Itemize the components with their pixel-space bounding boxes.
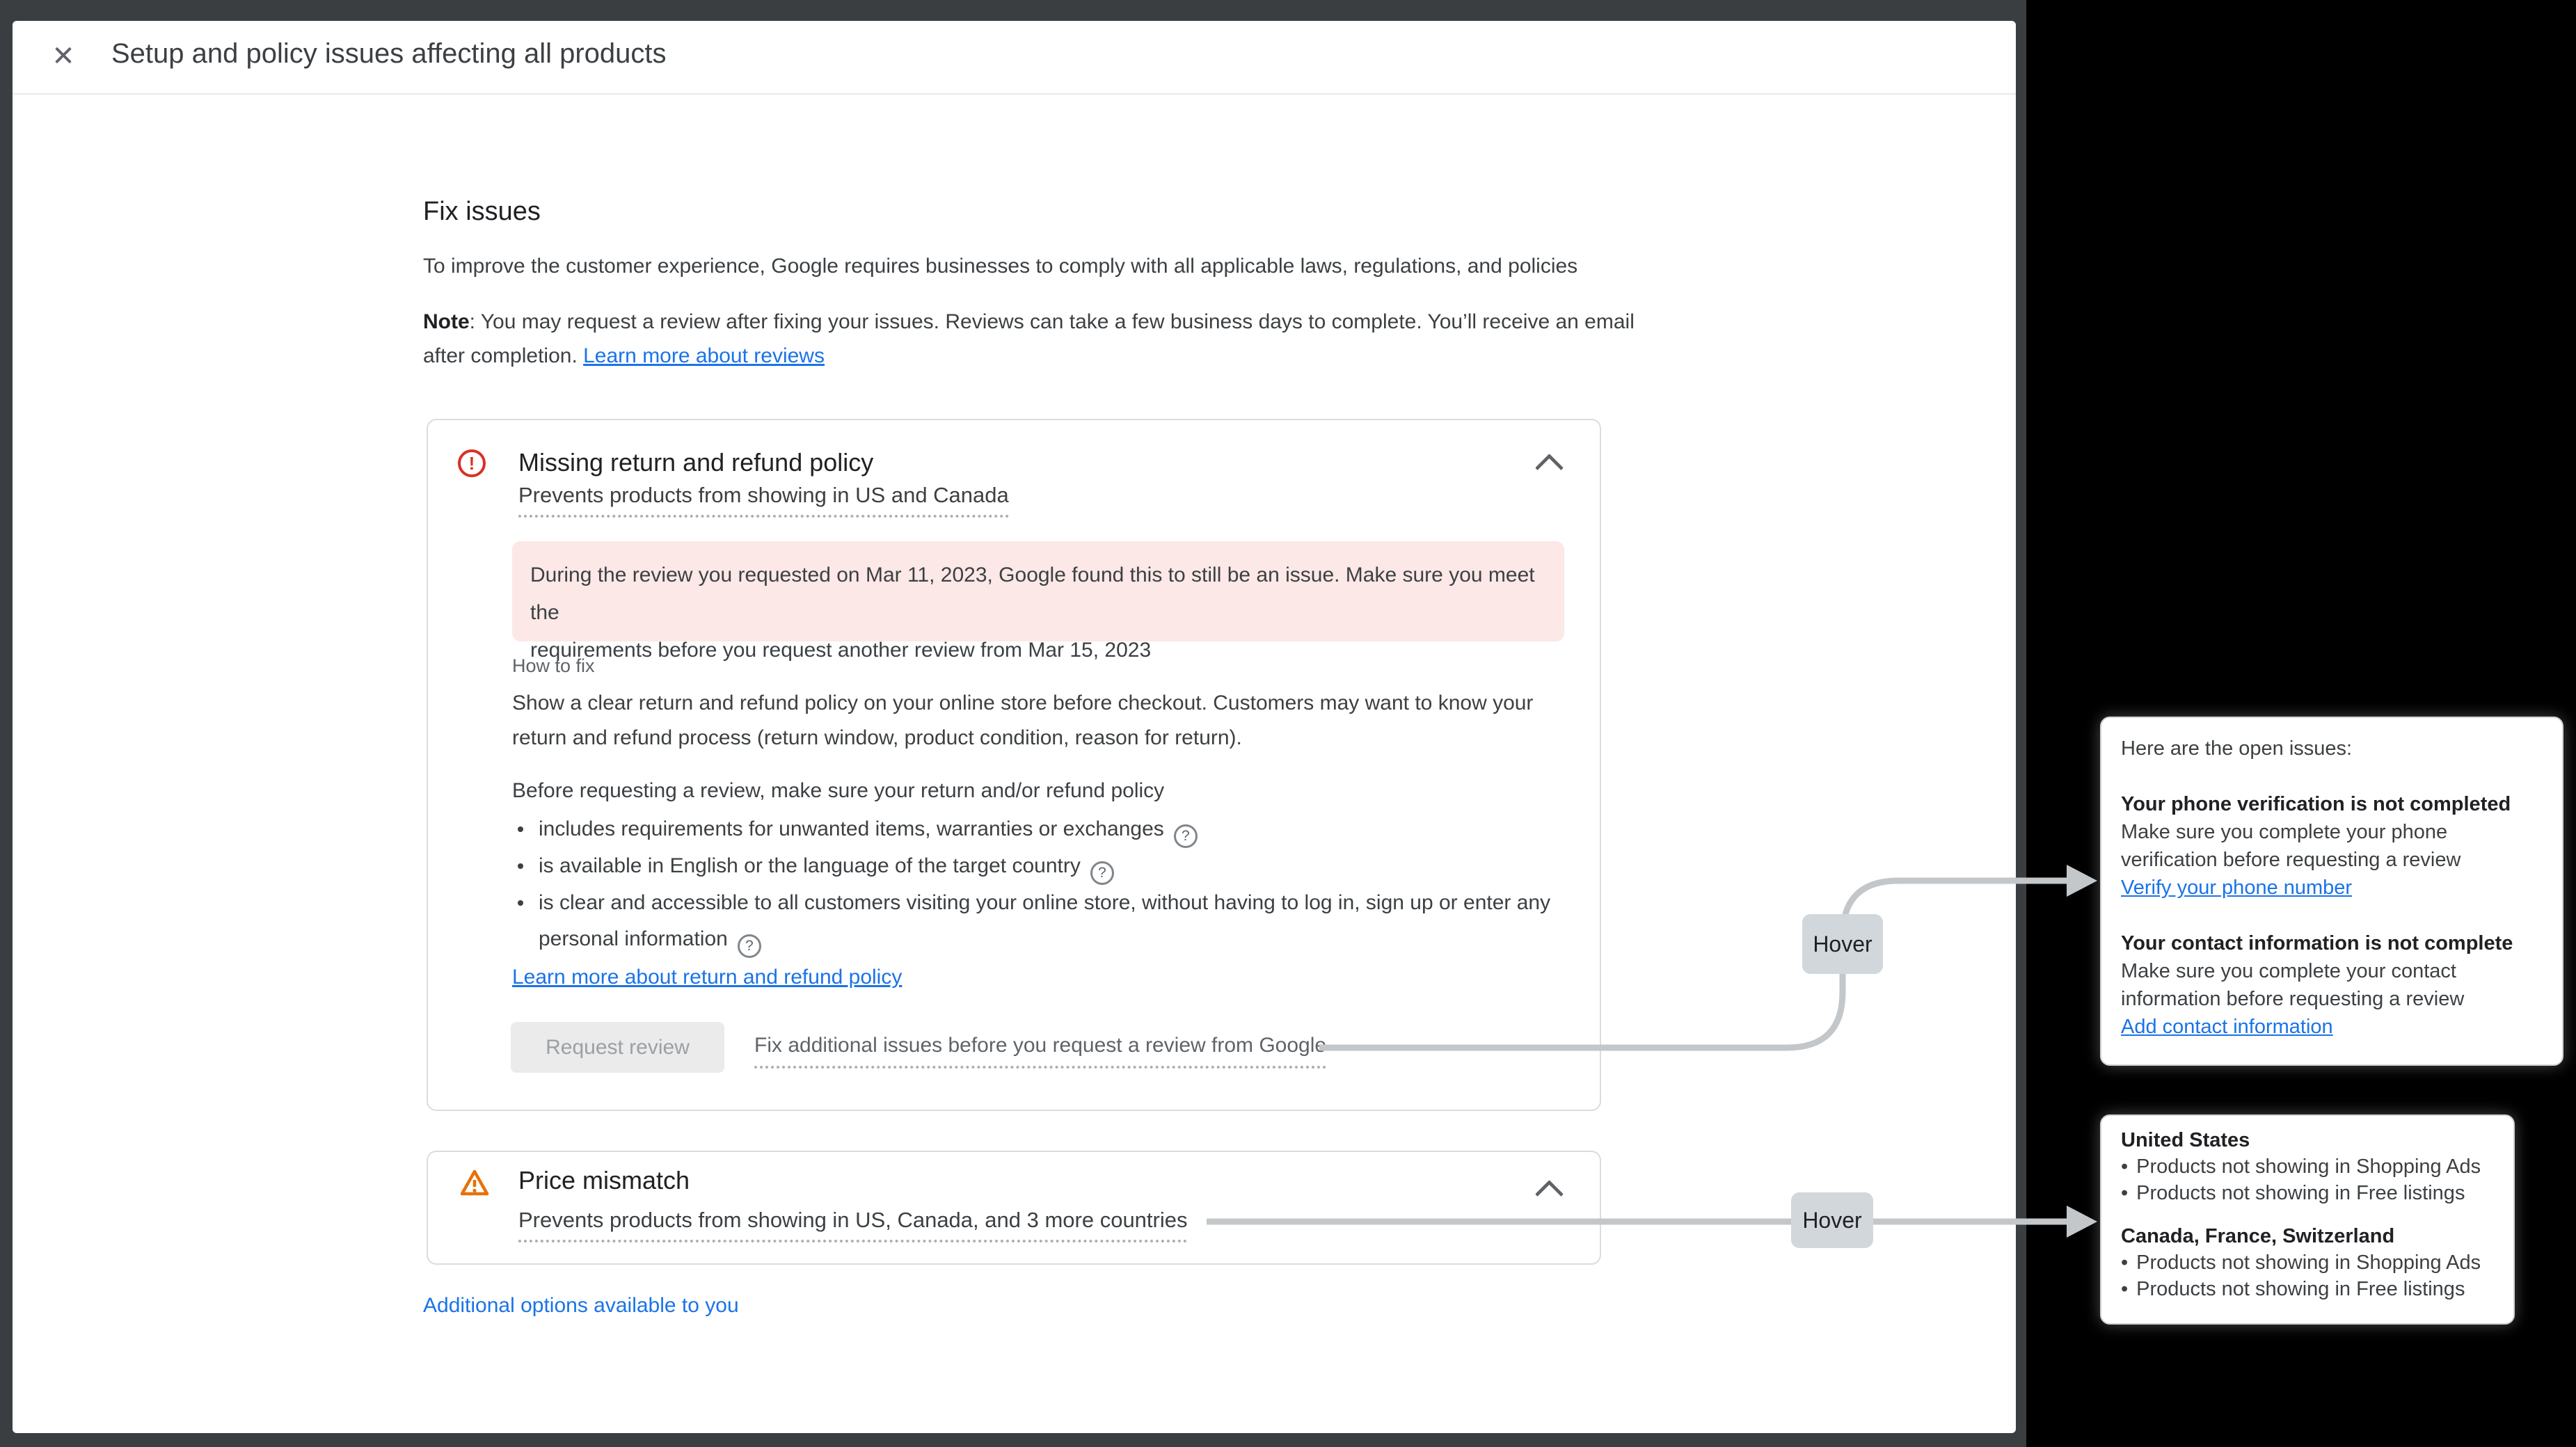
chevron-up-icon: [1534, 1179, 1563, 1208]
help-icon[interactable]: ?: [1174, 824, 1198, 848]
close-button[interactable]: [42, 35, 85, 78]
alert-line1: During the review you requested on Mar 11, 2023, Google found this to still be an issue. Make sure you meet the: [530, 563, 1535, 624]
error-exclamation: !: [468, 453, 475, 474]
phone-verification-body: [2121, 818, 2543, 874]
bullet2-label: is available in English or the language of the target country: [539, 854, 1081, 877]
issue-card-missing-return-policy: [427, 419, 1601, 1111]
list-item: [512, 848, 1550, 885]
how-to-fix-line2: return and refund process (return window, product condition, reason for return).: [512, 726, 1242, 749]
bullet3-line2: personal information: [539, 927, 728, 950]
group1-title: United States: [2121, 1129, 2250, 1151]
bullet-dot: [518, 863, 523, 869]
group1-item1: Products not showing in Shopping Ads: [2136, 1156, 2481, 1178]
bullet3-line1: is clear and accessible to all customers visiting your online store, without having to log in, sign up or enter any: [539, 891, 1551, 914]
review-failed-alert: [512, 541, 1564, 662]
warning-icon: [459, 1169, 490, 1197]
how-to-fix-body: [512, 686, 1533, 756]
header-divider: [13, 93, 2016, 95]
additional-options-link[interactable]: Additional options available to you: [423, 1294, 739, 1317]
countries-tooltip: [2100, 1114, 2515, 1325]
fix-issues-heading: Fix issues: [423, 197, 541, 226]
bullet-glyph: •: [2121, 1278, 2129, 1300]
issue1-collapse-button[interactable]: [1528, 447, 1570, 488]
note-label: Note: [423, 310, 470, 333]
contact-body-line2: information before requesting a review: [2121, 988, 2465, 1010]
note-text-line1: : You may request a review after fixing your issues. Reviews can take a few business days to complete. You’ll receive an email: [469, 310, 1635, 333]
issue2-title: Price mismatch: [518, 1166, 690, 1194]
contact-info-title: Your contact information is not complete: [2121, 932, 2513, 954]
chevron-up-icon: [1534, 453, 1563, 481]
learn-more-reviews-link[interactable]: Learn more about reviews: [583, 344, 825, 367]
contact-body-line1: Make sure you complete your contact: [2121, 960, 2456, 982]
tooltip-intro: Here are the open issues:: [2121, 737, 2353, 760]
how-to-fix-line1: Show a clear return and refund policy on your online store before checkout. Customers may want to know your: [512, 691, 1534, 714]
group2-item2: Products not showing in Free listings: [2136, 1278, 2465, 1300]
list-item: [512, 885, 1550, 958]
alert-line2: requirements before you request another review from Mar 15, 2023: [530, 639, 1152, 662]
list-item: [2121, 1249, 2494, 1276]
bullet1-text: [539, 811, 1198, 848]
open-issues-tooltip: [2100, 717, 2563, 1066]
issue1-title: Missing return and refund policy: [518, 448, 874, 477]
note-paragraph: [423, 305, 1676, 373]
help-icon[interactable]: ?: [1090, 861, 1114, 885]
policy-requirements-list: [512, 811, 1550, 958]
how-to-fix-label: How to fix: [512, 655, 595, 676]
contact-info-body: [2121, 957, 2543, 1013]
phone-body-line1: Make sure you complete your phone: [2121, 821, 2448, 843]
help-icon[interactable]: ?: [738, 934, 761, 958]
group2-title: Canada, France, Switzerland: [2121, 1225, 2395, 1247]
before-review-text: Before requesting a review, make sure your return and/or refund policy: [512, 779, 1165, 802]
hover-label-2: Hover: [1791, 1192, 1873, 1248]
bullet1-label: includes requirements for unwanted items, warranties or exchanges: [539, 817, 1164, 840]
bullet2-text: [539, 848, 1114, 885]
bullet-glyph: •: [2121, 1252, 2129, 1274]
bullet-glyph: •: [2121, 1182, 2129, 1204]
issue1-subtitle[interactable]: Prevents products from showing in US and Canada: [518, 483, 1009, 518]
learn-more-return-policy-link[interactable]: Learn more about return and refund policy: [512, 966, 903, 989]
bullet-dot: [518, 900, 523, 906]
fix-additional-issues-note[interactable]: Fix additional issues before you request a review from Google: [754, 1034, 1326, 1069]
dialog-title: Setup and policy issues affecting all products: [111, 38, 667, 69]
group1-item2: Products not showing in Free listings: [2136, 1182, 2465, 1204]
intro-paragraph: To improve the customer experience, Google requires businesses to comply with all applicable laws, regulations, and policies: [423, 255, 1578, 278]
add-contact-link[interactable]: Add contact information: [2121, 1016, 2333, 1038]
list-item: [512, 811, 1550, 848]
issue2-subtitle[interactable]: Prevents products from showing in US, Canada, and 3 more countries: [518, 1208, 1187, 1242]
bullet-dot: [518, 826, 523, 832]
hover-label-1: Hover: [1802, 914, 1883, 974]
list-item: [2121, 1276, 2494, 1302]
list-item: [2121, 1153, 2494, 1180]
phone-verification-title: Your phone verification is not completed: [2121, 793, 2511, 815]
issue2-collapse-button[interactable]: [1528, 1173, 1570, 1215]
phone-body-line2: verification before requesting a review: [2121, 849, 2461, 871]
close-icon: ✕: [51, 41, 75, 72]
request-review-button[interactable]: Request review: [511, 1022, 724, 1073]
list-item: [2121, 1180, 2494, 1206]
error-icon: [458, 449, 486, 477]
note-text-line2: after completion.: [423, 344, 584, 367]
bullet-glyph: •: [2121, 1156, 2129, 1178]
verify-phone-link[interactable]: Verify your phone number: [2121, 877, 2353, 899]
group2-item1: Products not showing in Shopping Ads: [2136, 1252, 2481, 1274]
bullet3-text: [539, 885, 1550, 958]
